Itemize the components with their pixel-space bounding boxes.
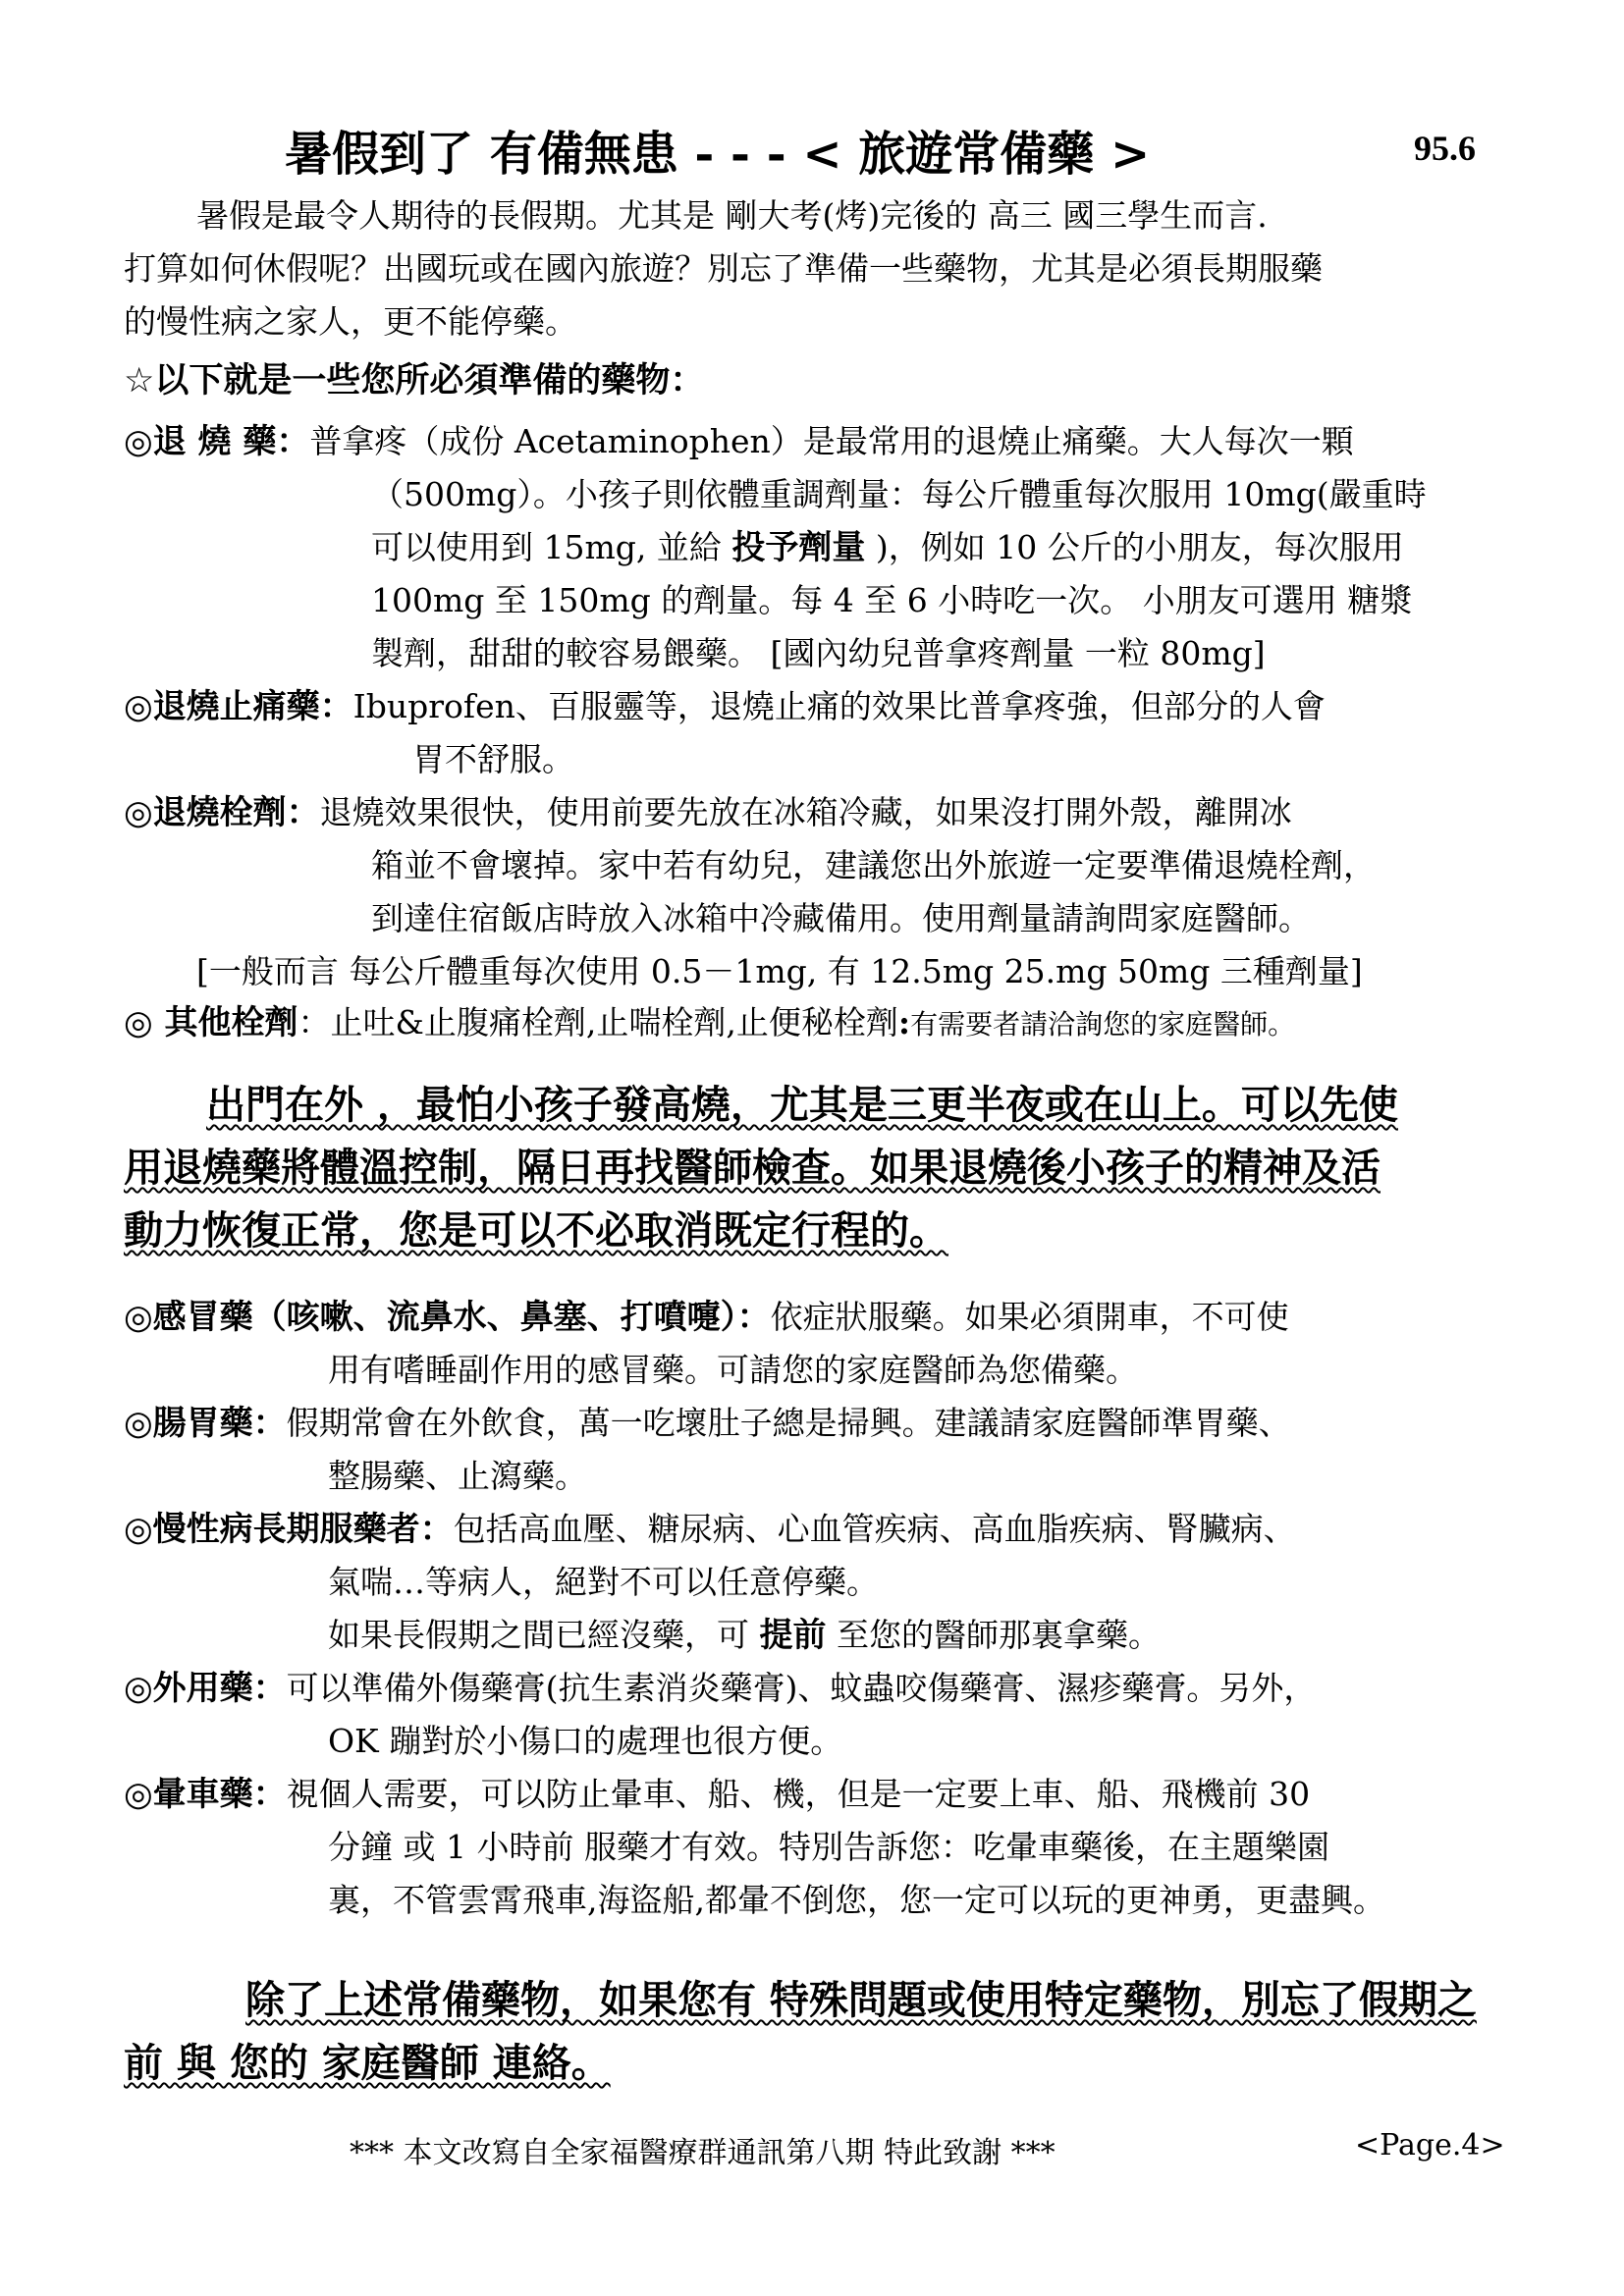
item-text: Ibuprofen、百服靈等，退燒止痛的效果比普拿疼強，但部分的人會 xyxy=(352,687,1326,725)
emphasis-line-3: 動力恢復正常，您是可以不必取消既定行程的。 xyxy=(124,1208,948,1254)
item-fever-medicine-line-5: 製劑，甜甜的較容易餵藥。 [國內幼兒普拿疼劑量 一粒 80mg] xyxy=(371,634,1266,672)
intro-line-2: 打算如何休假呢？出國玩或在國內旅遊？別忘了準備一些藥物，尤其是必須長期服藥 xyxy=(124,249,1323,288)
item-gi-medicine xyxy=(124,1402,1291,1445)
item-chronic-disease-line-2: 氣喘…等病人，絕對不可以任意停藥。 xyxy=(328,1563,879,1601)
intro-line-1: 暑假是最令人期待的長假期。尤其是 剛大考(烤)完後的 高三 國三學生而言. xyxy=(196,196,1268,235)
item-label: ◎ 其他栓劑 xyxy=(124,1003,298,1042)
item-label: ◎暈車藥： xyxy=(124,1775,287,1814)
item-fever-pain-relief xyxy=(124,685,1326,728)
item-text: 普拿疼（成份 Acetaminophen）是最常用的退燒止痛藥。大人每次一顆 xyxy=(309,422,1354,460)
page-title: 暑假到了 有備無患 - - - < 旅遊常備藥 > xyxy=(285,127,1151,182)
item-text: 依症狀服藥。如果必須開車，不可使 xyxy=(770,1298,1289,1336)
item-label: ◎感冒藥（咳嗽、流鼻水、鼻塞、打噴嚏）： xyxy=(124,1298,771,1337)
item-text: 可以準備外傷藥膏(抗生素消炎藥膏)、蚊蟲咬傷藥膏、濕疹藥膏。另外， xyxy=(286,1669,1317,1707)
item-topical-medicine-line-2: OK 蹦對於小傷口的處理也很方便。 xyxy=(328,1722,843,1760)
dosage-note: [一般而言 每公斤體重每次使用 0.5－1mg, 有 12.5mg 25.mg 50mg 三種劑量] xyxy=(196,952,1363,990)
item-cold-medicine xyxy=(124,1296,1289,1339)
item-motion-sickness-line-2: 分鐘 或 1 小時前 服藥才有效。特別告訴您：吃暈車藥後，在主題樂園 xyxy=(328,1828,1329,1866)
bold-phrase: 提前 xyxy=(759,1616,827,1655)
item-gi-medicine-line-2: 整腸藥、止瀉藥。 xyxy=(328,1457,587,1495)
item-fever-suppository-line-3: 到達住宿飯店時放入冰箱中冷藏備用。使用劑量請詢問家庭醫師。 xyxy=(371,899,1311,937)
closing-emphasis-line-1: 除了上述常備藥物，如果您有 特殊問題或使用特定藥物，別忘了假期之 xyxy=(245,1978,1477,2023)
item-text: 退燒效果很快，使用前要先放在冰箱冷藏，如果沒打開外殼，離開冰 xyxy=(319,793,1292,831)
item-fever-medicine xyxy=(124,420,1354,463)
item-text: ：止吐&止腹痛栓劑,止喘栓劑,止便秘栓劑 xyxy=(298,1003,898,1041)
emphasis-line-1: 出門在外 ，最怕小孩子發高燒，尤其是三更半夜或在山上。可以先使 xyxy=(206,1083,1398,1128)
bold-phrase: 投予劑量 xyxy=(731,528,866,567)
item-text: 包括高血壓、糖尿病、心血管疾病、高血脂疾病、腎臟病、 xyxy=(453,1510,1296,1548)
footer-credit: *** 本文改寫自全家福醫療群通訊第八期 特此致謝 *** xyxy=(350,2136,1056,2170)
item-label: ◎腸胃藥： xyxy=(124,1404,287,1443)
section-heading: ☆以下就是一些您所必須準備的藥物： xyxy=(124,361,705,400)
item-topical-medicine xyxy=(124,1667,1316,1710)
item-label: ◎慢性病長期服藥者： xyxy=(124,1510,454,1549)
item-fever-medicine-line-4: 100mg 至 150mg 的劑量。每 4 至 6 小時吃一次。 小朋友可選用 糖漿 xyxy=(371,581,1413,619)
item-fever-medicine-line-3: 可以使用到 15mg, 並給 投予劑量 )，例如 10 公斤的小朋友，每次服用 xyxy=(371,528,1404,567)
item-label: ◎退燒止痛藥： xyxy=(124,687,353,726)
item-fever-suppository-line-2: 箱並不會壞掉。家中若有幼兒，建議您出外旅遊一定要準備退燒栓劑， xyxy=(371,846,1376,884)
item-chronic-disease-line-3: 如果長假期之間已經沒藥，可 提前 至您的醫師那裏拿藥。 xyxy=(328,1616,1161,1655)
item-label: ◎退燒栓劑： xyxy=(124,793,320,832)
emphasis-line-2: 用退燒藥將體溫控制，隔日再找醫師檢查。如果退燒後小孩子的精神及活 xyxy=(124,1146,1380,1191)
item-fever-medicine-line-2: （500mg）。小孩子則依體重調劑量：每公斤體重每次服用 10mg(嚴重時 xyxy=(371,475,1427,513)
item-label: ◎外用藥： xyxy=(124,1669,287,1708)
intro-line-3: 的慢性病之家人，更不能停藥。 xyxy=(124,302,577,341)
item-fever-suppository xyxy=(124,791,1292,834)
item-label: ◎退 燒 藥： xyxy=(124,422,310,461)
page-number: <Page.4> xyxy=(1355,2128,1505,2163)
closing-emphasis-line-2: 前 與 您的 家庭醫師 連絡。 xyxy=(124,2041,611,2086)
item-text: 假期常會在外飲食，萬一吃壞肚子總是掃興。建議請家庭醫師準胃藥、 xyxy=(286,1404,1291,1442)
issue-date: 95.6 xyxy=(1414,129,1476,168)
item-cold-medicine-line-2: 用有嗜睡副作用的感冒藥。可請您的家庭醫師為您備藥。 xyxy=(328,1351,1138,1389)
item-motion-sickness-line-3: 裏，不管雲霄飛車,海盜船,都暈不倒您，您一定可以玩的更神勇，更盡興。 xyxy=(328,1881,1385,1919)
item-text: 視個人需要，可以防止暈車、船、機，但是一定要上車、船、飛機前 30 xyxy=(286,1775,1311,1813)
item-chronic-disease xyxy=(124,1508,1296,1551)
item-motion-sickness xyxy=(124,1773,1310,1816)
item-other-suppositories: ◎ 其他栓劑：止吐&止腹痛栓劑,止喘栓劑,止便秘栓劑:有需要者請洽詢您的家庭醫師。 xyxy=(124,1003,1296,1042)
item-note: 有需要者請洽詢您的家庭醫師。 xyxy=(910,1008,1296,1041)
item-fever-pain-relief-line-2: 胃不舒服。 xyxy=(412,740,574,778)
